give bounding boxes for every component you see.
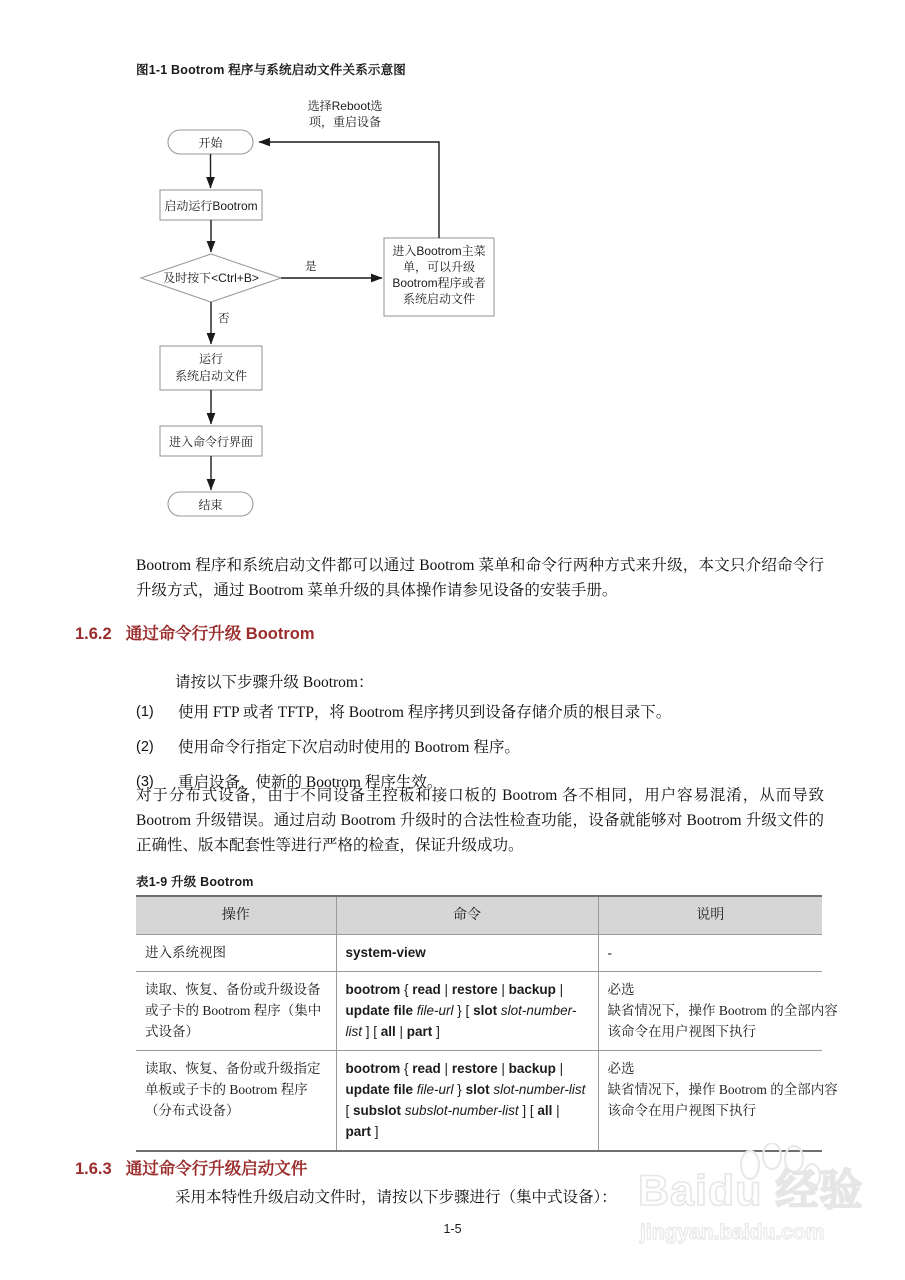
flow-label-no: 否 [218, 313, 230, 325]
flow-node-bootrom-menu-line4: 系统启动文件 [402, 292, 476, 306]
flow-node-run-system-file-line2: 系统启动文件 [174, 369, 248, 383]
flow-node-run-system-file-line1: 运行 [198, 352, 224, 366]
list-item-marker: (3) [136, 774, 154, 790]
flow-label-reboot-line2: 项，重启设备 [308, 115, 382, 129]
table-header-description: 说明 [598, 896, 822, 935]
table-cell-description: 必选 缺省情况下，操作 Bootrom 的全部内容 该命令在用户视图下执行 [598, 1051, 822, 1152]
table-row [136, 935, 822, 972]
flow-node-cli-label: 进入命令行界面 [168, 435, 254, 449]
table-cell-operation: 读取、恢复、备份或升级设备或子卡的 Bootrom 程序（集中式设备） [136, 972, 336, 1051]
flow-label-yes: 是 [305, 261, 317, 273]
flowchart-bootrom-boot-process [120, 90, 540, 540]
table-cell-operation: 读取、恢复、备份或升级指定单板或子卡的 Bootrom 程序（分布式设备） [136, 1051, 336, 1152]
flow-node-cli [160, 426, 262, 456]
flow-node-bootrom-menu-line1: 进入Bootrom主菜 [392, 244, 486, 258]
flow-node-bootrom-menu [384, 238, 494, 316]
heading-1-6-3 [75, 1155, 307, 1179]
paragraph-steps-intro: 请按以下步骤升级 Bootrom： [175, 674, 374, 691]
table-cell-description: 必选 缺省情况下，操作 Bootrom 的全部内容 该命令在用户视图下执行 [607, 982, 838, 1039]
heading-1-6-2 [75, 620, 315, 644]
flow-node-end [168, 492, 253, 516]
list-item [136, 735, 826, 760]
figure-caption: 图1-1 Bootrom 程序与系统启动文件关系示意图 [136, 63, 406, 77]
table-cell-command: system-view [336, 935, 598, 972]
table-header-command: 命令 [336, 896, 598, 935]
table-caption: 表1-9 升级 Bootrom [136, 875, 254, 889]
flow-label-reboot-line1: 选择Reboot选 [307, 99, 383, 113]
table-cell-operation: 进入系统视图 [136, 935, 336, 972]
heading-1-6-2-number: 1.6.2 [75, 625, 112, 643]
flow-node-start [168, 130, 253, 154]
flow-node-bootrom-menu-line3: Bootrom程序或者 [392, 276, 486, 290]
page-number: 1-5 [443, 1222, 462, 1236]
table-cell-command: bootrom { read | restore | backup | update file file-url } slot slot-number-list [ subslot subslot-number-list ] [ all | part ] [336, 1051, 598, 1152]
flow-node-boot-run [160, 190, 262, 220]
list-item [136, 700, 826, 725]
flow-node-bootrom-menu-line2: 单，可以升级 [402, 260, 476, 274]
list-item-text: 使用命令行指定下次启动时使用的 Bootrom 程序。 [178, 739, 520, 756]
paragraph-163-intro: 采用本特性升级启动文件时，请按以下步骤进行（集中式设备）： [175, 1189, 617, 1206]
list-item-text: 重启设备，使新的 Bootrom 程序生效。 [178, 774, 443, 791]
flow-node-end-label: 结束 [198, 498, 223, 512]
list-item-marker: (1) [136, 704, 154, 720]
heading-1-6-3-text: 通过命令行升级启动文件 [125, 1160, 308, 1178]
list-item-text: 使用 FTP 或者 TFTP，将 Bootrom 程序拷贝到设备存储介质的根目录下。 [178, 704, 672, 721]
table-header-operation: 操作 [136, 896, 336, 935]
flow-node-run-system-file [160, 346, 262, 390]
flow-arrow-reboot-return [259, 142, 439, 238]
heading-1-6-3-number: 1.6.3 [75, 1160, 112, 1178]
table-row [136, 972, 822, 1051]
table-cell-command: bootrom { read | restore | backup | update file file-url } [ slot slot-number-list ] [ all | part ] [336, 972, 598, 1051]
table-upgrade-bootrom [136, 895, 838, 1152]
flow-node-boot-run-label: 启动运行Bootrom [164, 199, 258, 213]
flow-node-decision [141, 254, 281, 302]
table-row [136, 1051, 822, 1152]
paragraph-intro: Bootrom 程序和系统启动文件都可以通过 Bootrom 菜单和命令行两种方式来升级，本文只介绍命令行升级方式，通过 Bootrom 菜单升级的具体操作请参见设备的安装手册。 [136, 557, 824, 599]
table-header-row [136, 896, 822, 935]
list-item-marker: (2) [136, 739, 154, 755]
flow-node-decision-label: 及时按下<Ctrl+B> [163, 271, 259, 285]
watermark-sub-text: jingyan.baidu.com [640, 1221, 825, 1244]
flow-node-start-label: 开始 [198, 136, 223, 150]
paragraph-distributed-devices: 对于分布式设备，由于不同设备主控板和接口板的 Bootrom 各不相同，用户容易混淆，从而导致 Bootrom 升级错误。通过启动 Bootrom 升级时的合法性检查功能，设备就能够对 Bootrom 升级文件的正确性、版本配套性等进行严格的检查，保证升级成功。 [136, 787, 824, 854]
table-cell-description: - [607, 945, 612, 960]
heading-1-6-2-text: 通过命令行升级 Bootrom [125, 625, 315, 643]
watermark-main-text: Baidu 经验 [638, 1167, 864, 1215]
